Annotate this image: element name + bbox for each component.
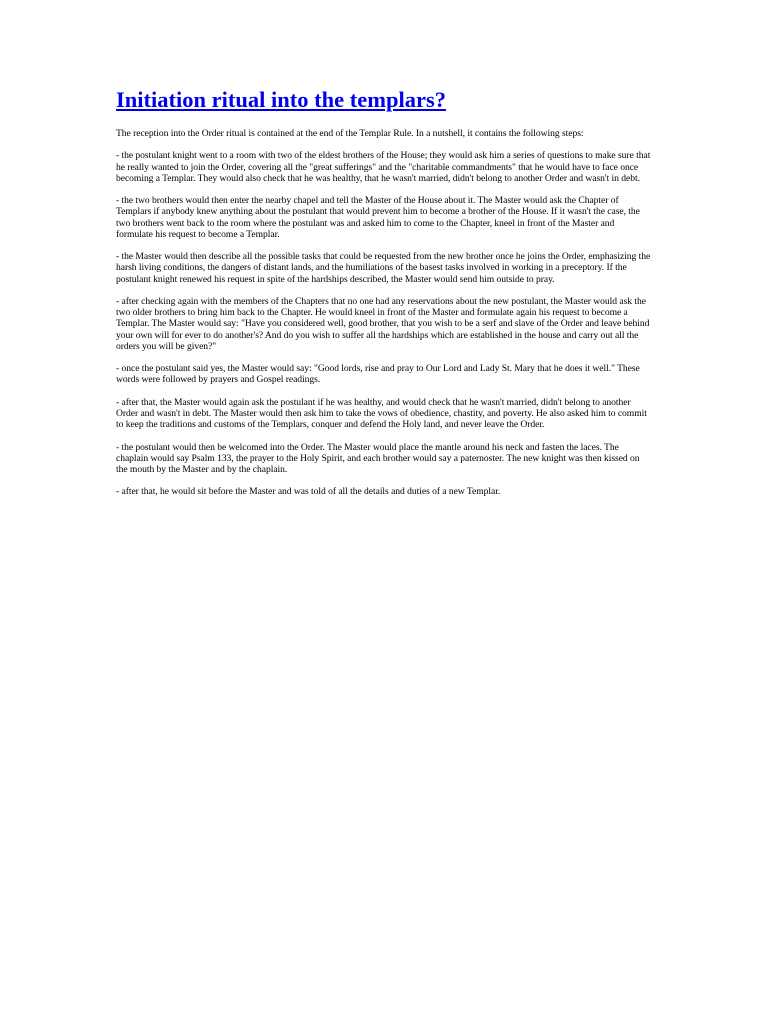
step-paragraph-6: - after that, the Master would again ask the postulant if he was healthy, and would check that he wasn't married, didn't belong to another Order and wasn't in debt. The Master would then ask him to take the vows of obedience, chastity, and poverty. He also asked him to commit to keep the traditions and customs of the Templars, conquer and defend the Holy land, and never leave the Order. (116, 396, 647, 431)
step-paragraph-7: - the postulant would then be welcomed into the Order. The Master would place the mantle around his neck and fasten the laces. The chaplain would say Psalm 133, the prayer to the Holy Spirit, and each brother would say a paternoster. The new knight was then kissed on the mouth by the Master and by the chaplain. (116, 441, 640, 475)
step-paragraph-3: - the Master would then describe all the possible tasks that could be requested from the new brother once he joins the Order, emphasizing the harsh living conditions, the dangers of distant lands, and the humiliations of the basest tasks involved in working in a preceptory. If the postulant knight renewed his request in spite of the hardships described, the Master would send him outside to pray. (116, 251, 651, 285)
step-paragraph-1: - the postulant knight went to a room with two of the eldest brothers of the House; they would ask him a series of questions to make sure that he really wanted to join the Order, covering all the "great sufferings" and the "charitable commandments" that he would have to face once becoming a Templar. They would also check that he was healthy, that he wasn't married, didn't belong to another Order and wasn't in debt. (116, 150, 651, 184)
intro-paragraph: The reception into the Order ritual is contained at the end of the Templar Rule. In a nutshell, it contains the following steps: (116, 128, 584, 139)
step-paragraph-4: - after checking again with the members of the Chapters that no one had any reservations about the new postulant, the Master would ask the two older brothers to bring him back to the Chapter. He would kneel in front of the Master and formulate again his request to become a Templar. The Master would say: "Have you considered well, good brother, that you wish to be a serf and slave of the Order and leave behind your own will for ever to do another's? And do you wish to suffer all the hardships which are established in the house and carry out all the orders you will be given?" (116, 295, 650, 352)
step-paragraph-2: - the two brothers would then enter the nearby chapel and tell the Master of the House about it. The Master would ask the Chapter of Templars if anybody knew anything about the postulant that would prevent him to become a brother of the House. If it wasn't the case, the two brothers went back to the room where the postulant was and asked him to come to the Chapter, kneel in front of the Master and formulate his request to become a Templar. (116, 195, 640, 240)
page-title-link[interactable]: Initiation ritual into the templars? (116, 87, 446, 112)
step-paragraph-5: - once the postulant said yes, the Master would say: "Good lords, rise and pray to Our Lord and Lady St. Mary that he does it well." These words were followed by prayers and Gospel readings. (116, 363, 640, 386)
step-paragraph-8: - after that, he would sit before the Master and was told of all the details and duties of a new Templar. (116, 486, 501, 498)
document-page (116, 86, 652, 509)
